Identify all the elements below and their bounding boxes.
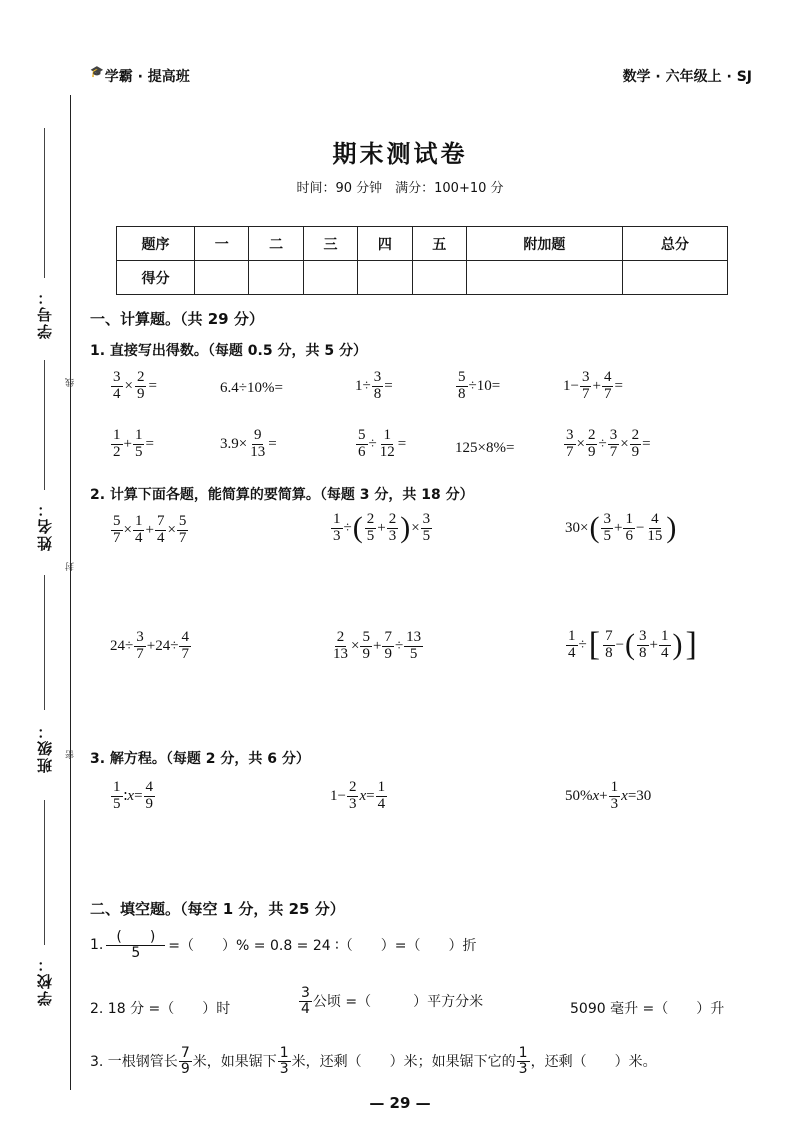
fill-1 <box>90 930 477 960</box>
exam-title: 期末测试卷 <box>332 140 468 168</box>
score-box[interactable] <box>303 261 357 295</box>
cell-order-label: 题序 <box>117 227 195 261</box>
q1-title: 1. 直接写出得数。（每题 0.5 分，共 5 分） <box>90 343 367 359</box>
binding-line <box>70 95 71 1090</box>
fill-2b: 3 4 公顷 =（ ）平方分米 <box>301 985 484 1017</box>
fill-2c: 5090 毫升 =（ ）升 <box>570 1001 725 1017</box>
name-label: 姓名： <box>36 500 54 551</box>
fill-1-num: 1. <box>90 937 104 954</box>
seal-char-line: 线 <box>66 378 76 387</box>
cell-5: 五 <box>412 227 466 261</box>
class-label: 班级： <box>36 722 54 773</box>
brand-text: 学霸 · 提高班 <box>104 69 190 85</box>
graduation-cap-icon: 🎓 <box>90 65 104 78</box>
expr: 3.9× 9 13 = <box>220 427 277 460</box>
school-label: 学校： <box>36 955 54 1006</box>
fill-2a: 2. 18 分 =（ ）时 <box>90 1001 231 1017</box>
cell-1: 一 <box>195 227 249 261</box>
name-line <box>44 360 45 490</box>
expr: 5 7 × 1 4 + 7 4 × 5 7 <box>113 513 187 546</box>
seal-char-secret: 密 <box>66 750 76 759</box>
cell-3: 三 <box>303 227 357 261</box>
expr: 1÷ 3 8 = <box>355 369 393 402</box>
q2-title: 2. 计算下面各题，能简算的要简算。（每题 3 分，共 18 分） <box>90 487 474 503</box>
page-number: — 29 — <box>369 1094 431 1112</box>
brand-header <box>90 66 190 86</box>
expr: 3 7 × 2 9 ÷ 3 7 × 2 9 = <box>566 427 651 460</box>
expr: 2 13 × 5 9 + 7 9 ÷ 13 5 <box>333 629 422 662</box>
expr: 1 3 ÷ ( 2 5 + 2 3 ) × 3 5 <box>333 511 431 545</box>
score-table <box>116 226 728 295</box>
score-box[interactable] <box>249 261 303 295</box>
expr: 24÷ 3 7 +24÷ 4 7 <box>110 629 189 662</box>
expr: 1− 3 7 + 4 7 = <box>563 369 623 402</box>
section2-title: 二、填空题。（每空 1 分，共 25 分） <box>90 900 345 918</box>
exam-subtitle: 时间：90 分钟 满分：100+10 分 <box>296 181 504 196</box>
cell-score-label: 得分 <box>117 261 195 295</box>
section1-title: 一、计算题。（共 29 分） <box>90 310 264 328</box>
score-header-row <box>117 227 728 261</box>
score-box[interactable] <box>195 261 249 295</box>
cell-4: 四 <box>358 227 412 261</box>
expr: 1 2 + 1 5 = <box>113 427 154 460</box>
q3-title: 3. 解方程。（每题 2 分，共 6 分） <box>90 751 310 767</box>
score-box[interactable] <box>412 261 466 295</box>
score-box[interactable] <box>358 261 412 295</box>
fill-1-rest: =（ ）% = 0.8 = 24 ∶（ ）=（ ）折 <box>168 938 477 955</box>
class-line <box>44 575 45 710</box>
expr: 6.4÷10%= <box>220 380 283 396</box>
equation: 1− 2 3 x = 1 4 <box>330 779 386 812</box>
cell-bonus: 附加题 <box>466 227 622 261</box>
expr: 5 8 ÷10= <box>458 369 501 402</box>
equation: 1 5 ∶ x = 4 9 <box>113 779 154 812</box>
score-value-row <box>117 261 728 295</box>
score-box[interactable] <box>622 261 727 295</box>
cell-total: 总分 <box>622 227 727 261</box>
expr: 1 4 ÷ [ 7 8 − ( 3 8 + 1 4 ) ] <box>568 626 697 663</box>
seal-char-seal: 封 <box>66 562 76 571</box>
school-line <box>44 800 45 945</box>
fill-3: 3. 一根钢管长 7 9 米，如果锯下 1 3 米，还剩（ ）米；如果锯下它的 1 3 ，还剩（ ）米。 <box>90 1045 657 1077</box>
expr: 30× ( 3 5 + 1 6 − 4 15 ) <box>565 511 677 545</box>
expr: 5 6 ÷ 1 12 = <box>358 427 407 460</box>
expr: 125×8%= <box>455 440 515 456</box>
equation: 50% x + 1 3 x =30 <box>565 779 652 812</box>
score-box[interactable] <box>466 261 622 295</box>
subject-header: 数学 · 六年级上 · SJ <box>622 69 752 85</box>
student-id-label: 学号： <box>36 288 54 339</box>
cell-2: 二 <box>249 227 303 261</box>
blank-fraction[interactable]: ( ) 5 <box>106 930 165 960</box>
expr: $\frac{3}{4}$ × $\frac{2}{9}$ = <box>113 369 157 402</box>
